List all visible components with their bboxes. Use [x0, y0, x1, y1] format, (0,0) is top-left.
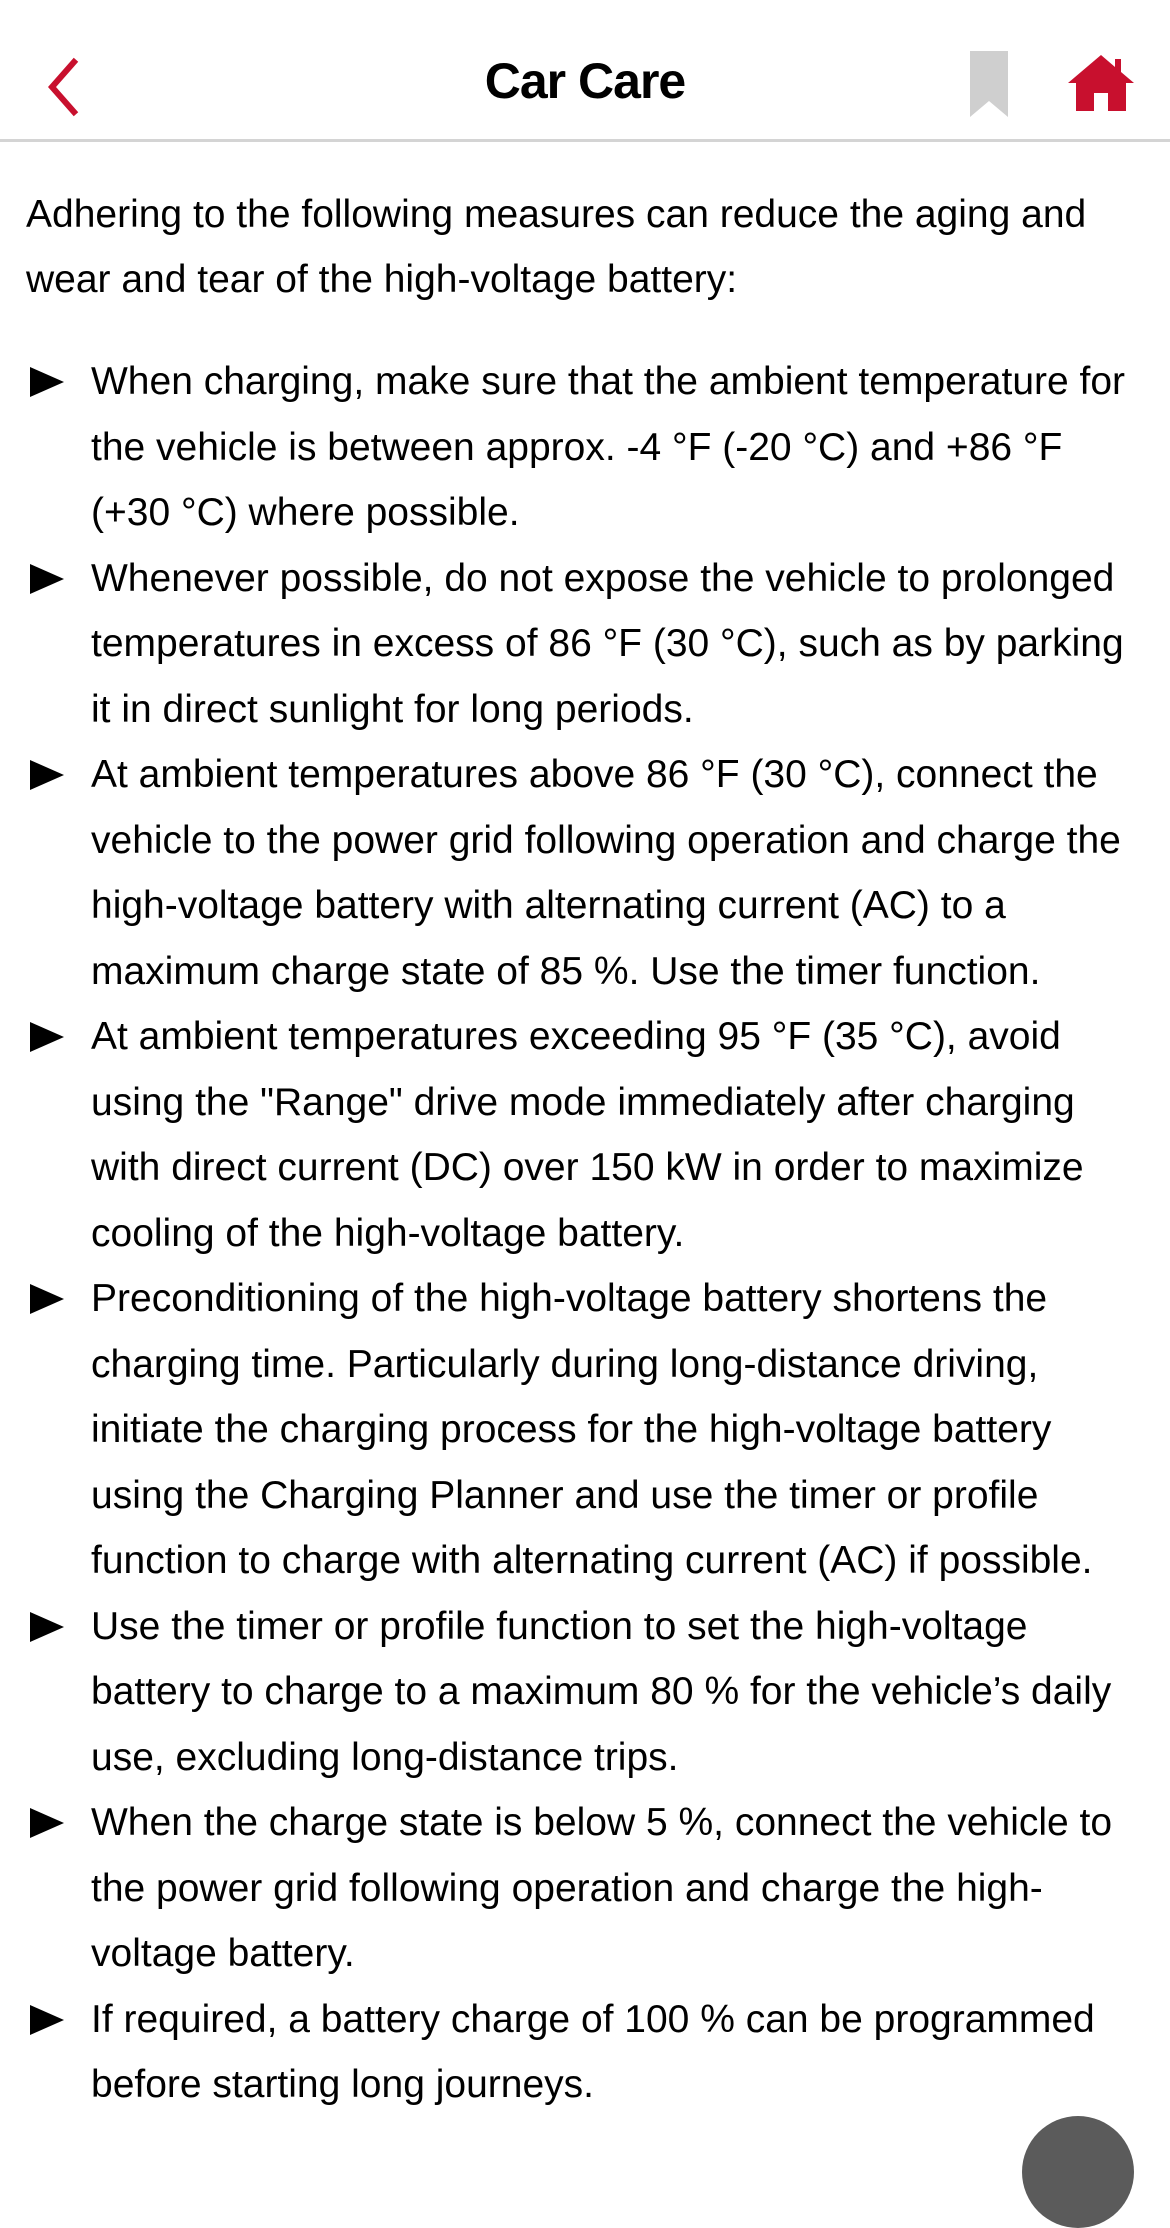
list-item-text: If required, a battery charge of 100 % can be programmed before starting long journeys.: [91, 1997, 1095, 2106]
bookmark-icon: [966, 49, 1012, 119]
list-item-text: Use the timer or profile function to set the high-voltage battery to charge to a maximum 80 % for the vehicle’s daily use, excluding long-distance trips.: [91, 1604, 1112, 1779]
triangle-right-icon: [30, 1612, 64, 1642]
list-item: [0, 742, 1170, 1004]
scroll-up-button[interactable]: [1022, 2116, 1134, 2228]
app-header: [0, 0, 1170, 142]
triangle-right-icon: [30, 564, 64, 594]
measures-list: [0, 349, 1170, 2118]
list-item: [0, 349, 1170, 546]
list-item-text: When the charge state is below 5 %, connect the vehicle to the power grid following operation and charge the high-voltage battery.: [91, 1801, 1113, 1975]
home-icon: [1066, 53, 1136, 113]
page-title: Car Care: [484, 53, 686, 109]
triangle-right-icon: [30, 1808, 64, 1838]
bookmark-button[interactable]: [966, 49, 1012, 119]
list-item-text: At ambient temperatures exceeding 95 °F (35 °C), avoid using the "Range" drive mode immediately after charging with direct current (DC) over 150 kW in order to maximize cooling of the high-voltage battery.: [91, 1015, 1084, 1255]
list-item-text: At ambient temperatures above 86 °F (30 °C), connect the vehicle to the power grid following operation and charge the high-voltage battery with alternating current (AC) to a maximum charge state of 85 %. Use the timer function.: [91, 753, 1121, 993]
list-item: [0, 546, 1170, 743]
list-item: [0, 1004, 1170, 1266]
list-item-text: When charging, make sure that the ambient temperature for the vehicle is between approx. -4 °F (-20 °C) and +86 °F (+30 °C) where possible.: [91, 360, 1126, 534]
list-item: [0, 1987, 1170, 2118]
list-item: [0, 1266, 1170, 1594]
triangle-right-icon: [30, 1022, 64, 1052]
triangle-right-icon: [30, 1284, 64, 1314]
list-item: [0, 1790, 1170, 1987]
home-button[interactable]: [1066, 53, 1136, 113]
list-item-text: Preconditioning of the high-voltage battery shortens the charging time. Particularly during long-distance driving, initiate the charging process for the high-voltage battery using the Charging Planner and use the timer or profile function to charge with alternating current (AC) if possible.: [91, 1277, 1093, 1582]
triangle-right-icon: [30, 2005, 64, 2035]
triangle-right-icon: [30, 760, 64, 790]
list-item-text: Whenever possible, do not expose the vehicle to prolonged temperatures in excess of 86 °F (30 °C), such as by parking it in direct sunlight for long periods.: [91, 556, 1124, 731]
triangle-right-icon: [30, 367, 64, 397]
intro-paragraph: Adhering to the following measures can reduce the aging and wear and tear of the high-voltage battery:: [26, 193, 1087, 301]
list-item: [0, 1594, 1170, 1791]
